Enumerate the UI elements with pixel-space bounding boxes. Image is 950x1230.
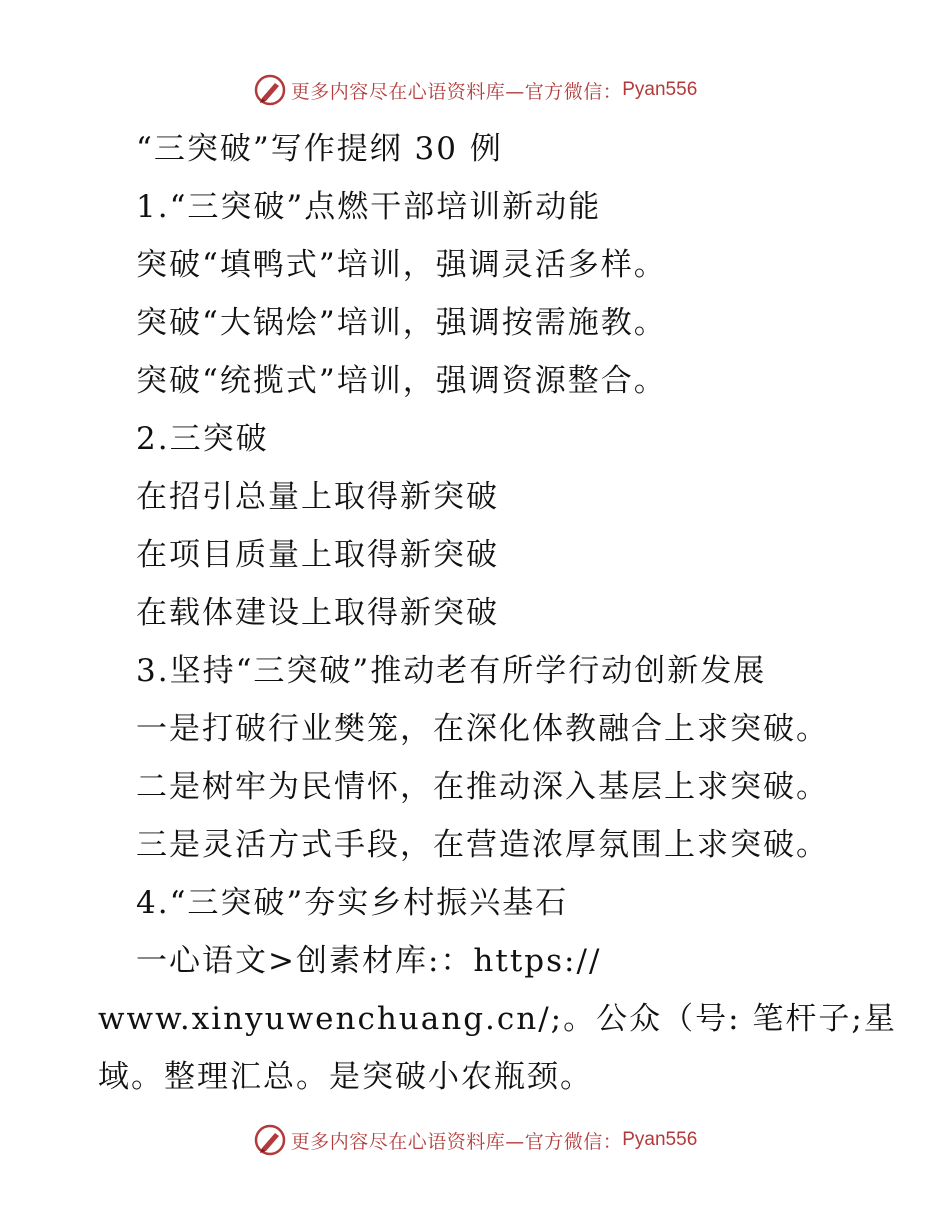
section-heading-2: 2.三突破 <box>136 421 269 457</box>
body-line: 突破“大锅烩”培训，强调按需施教。 <box>136 305 667 341</box>
body-line: 域。整理汇总。是突破小农瓶颈。 <box>98 1059 593 1095</box>
body-line: 在载体建设上取得新突破 <box>136 595 499 631</box>
section-heading-4: 4.“三突破”夯实乡村振兴基石 <box>136 885 569 921</box>
pen-logo-icon <box>253 73 287 107</box>
body-line: www.xinyuwenchuang.cn/;。公众（号: 笔杆子;星 <box>98 1001 897 1037</box>
body-line: 一心语文>创素材库:：https:// <box>136 943 602 979</box>
banner-text: 更多内容尽在心语资料库—官方微信： <box>290 80 623 103</box>
header-banner <box>0 70 950 110</box>
body-line: 三是灵活方式手段，在营造浓厚氛围上求突破。 <box>136 827 829 863</box>
pen-logo-icon <box>253 1123 287 1157</box>
section-heading-3: 3.坚持“三突破”推动老有所学行动创新发展 <box>136 653 767 689</box>
document-title: “三突破”写作提纲 30 例 <box>136 131 503 167</box>
body-line: 一是打破行业樊笼，在深化体教融合上求突破。 <box>136 711 829 747</box>
banner-wechat-id: Pyan556 <box>622 79 698 100</box>
banner-text: 更多内容尽在心语资料库—官方微信： <box>290 1130 623 1153</box>
body-line: 在招引总量上取得新突破 <box>136 479 499 515</box>
body-line: 二是树牢为民情怀，在推动深入基层上求突破。 <box>136 769 829 805</box>
section-heading-1: 1.“三突破”点燃干部培训新动能 <box>136 189 602 225</box>
banner-wechat-id: Pyan556 <box>622 1129 698 1150</box>
body-line: 在项目质量上取得新突破 <box>136 537 499 573</box>
footer-banner <box>0 1120 950 1160</box>
body-line: 突破“填鸭式”培训，强调灵活多样。 <box>136 247 667 283</box>
body-line: 突破“统揽式”培训，强调资源整合。 <box>136 363 667 399</box>
